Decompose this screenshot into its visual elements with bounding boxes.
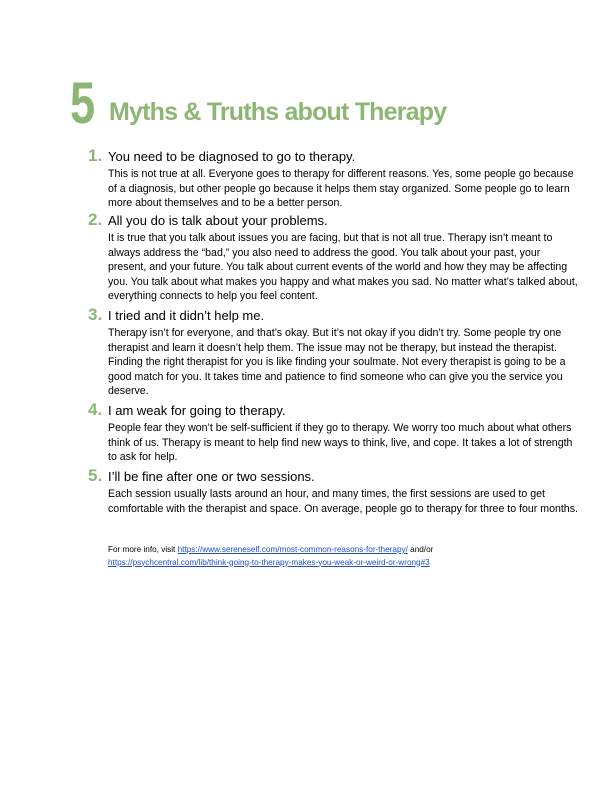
title-number: 5: [70, 71, 96, 136]
myth-number: 2.: [88, 210, 103, 229]
myth-heading: I tried and it didn’t help me.: [108, 308, 265, 323]
myth-number: 5.: [88, 466, 103, 485]
myth-body: Therapy isn’t for everyone, and that’s okay. But it’s not okay if you didn’t try. Some people try one therapist and learn it doesn’t help them. The issue may not be therapy, but instead the therapist. Finding the right therapist for you is like finding your soulmate. Not every therapist is going to be a good match for you. It takes time and patience to find someone who can give you the service you deserve.: [108, 327, 566, 398]
myth-body: It is true that you talk about issues you are facing, but that is not all true. Therapy isn’t meant to always address the “bad,” you also need to address the good. You talk about your past, your present, and your future. You talk about current events of the world and how they may be affecting you. You talk about what makes you happy and what makes you sad. No matter what’s talked about, everything connects to help you feel content.: [108, 232, 578, 303]
myth-heading: You need to be diagnosed to go to therapy.: [108, 149, 356, 164]
footer-prefix: For more info, visit: [108, 545, 178, 554]
title-text: Myths & Truths about Therapy: [109, 98, 447, 126]
myth-heading: I’ll be fine after one or two sessions.: [108, 469, 315, 484]
myth-item: [88, 400, 588, 465]
myth-body: People fear they won’t be self-sufficient if they go to therapy. We worry too much about what others think of us. Therapy is meant to help find new ways to think, live, and cope. It takes a lot of strength to ask for help.: [108, 422, 573, 464]
myth-item: [88, 146, 588, 211]
myth-item: [88, 210, 588, 304]
myth-heading: All you do is talk about your problems.: [108, 213, 328, 228]
myth-number: 3.: [88, 305, 103, 324]
myth-body: Each session usually lasts around an hour, and many times, the first sessions are used to get comfortable with the therapist and space. On average, people go to therapy for three to four months.: [108, 488, 578, 515]
footer-note: [108, 544, 588, 569]
myth-item: [88, 466, 588, 516]
myth-number: 1.: [88, 146, 103, 165]
myth-item: [88, 305, 588, 399]
footer-link-psychcentral[interactable]: https://psychcentral.com/lib/think-going-to-therapy-makes-you-weak-or-weird-or-wrong#3: [108, 557, 430, 567]
myth-heading: I am weak for going to therapy.: [108, 403, 286, 418]
page-title: [70, 71, 590, 136]
footer-link-sereneself[interactable]: https://www.sereneself.com/most-common-reasons-for-therapy/: [177, 545, 408, 554]
footer-middle: and/or: [407, 545, 434, 554]
myth-number: 4.: [88, 400, 103, 419]
myth-body: This is not true at all. Everyone goes to therapy for different reasons. Yes, some people go because of a diagnosis, but other people go because it helps them stay organized. Some people go to learn more about themselves and to be a better person.: [108, 168, 574, 210]
